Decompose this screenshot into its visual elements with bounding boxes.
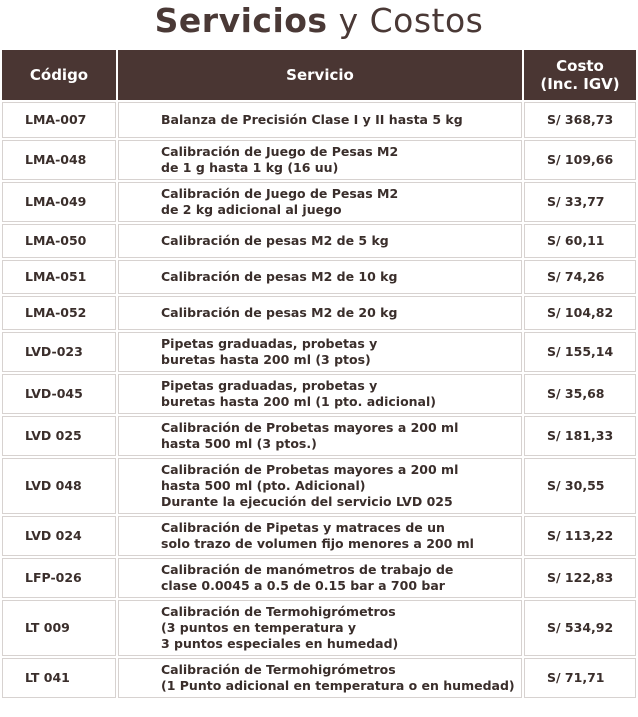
row-code: LT 041 [2, 658, 116, 698]
row-service: Balanza de Precisión Clase I y II hasta 5 kg [118, 102, 522, 138]
header-service: Servicio [118, 50, 522, 100]
table-row [2, 182, 636, 222]
row-code: LMA-051 [2, 260, 116, 294]
row-service: Calibración de Juego de Pesas M2 de 2 kg adicional al juego [118, 182, 522, 222]
row-service: Calibración de Termohigrómetros (1 Punto adicional en temperatura o en humedad) [118, 658, 522, 698]
row-service: Calibración de manómetros de trabajo de clase 0.0045 a 0.5 de 0.15 bar a 700 bar [118, 558, 522, 598]
row-cost: S/ 534,92 [524, 600, 636, 656]
row-service: Calibración de Juego de Pesas M2 de 1 g hasta 1 kg (16 uu) [118, 140, 522, 180]
title-bold: Servicios [154, 1, 328, 40]
table-row [2, 516, 636, 556]
page-title [0, 0, 638, 50]
row-service: Pipetas graduadas, probetas y buretas hasta 200 ml (3 ptos) [118, 332, 522, 372]
row-cost: S/ 122,83 [524, 558, 636, 598]
table-row [2, 658, 636, 698]
table-row [2, 260, 636, 294]
row-cost: S/ 368,73 [524, 102, 636, 138]
row-cost: S/ 60,11 [524, 224, 636, 258]
row-cost: S/ 104,82 [524, 296, 636, 330]
table-row [2, 600, 636, 656]
row-service: Calibración de Termohigrómetros (3 puntos en temperatura y 3 puntos especiales en humedad) [118, 600, 522, 656]
title-light: y Costos [338, 1, 484, 40]
row-cost: S/ 33,77 [524, 182, 636, 222]
row-cost: S/ 155,14 [524, 332, 636, 372]
table-row [2, 296, 636, 330]
row-cost: S/ 181,33 [524, 416, 636, 456]
row-service: Calibración de pesas M2 de 10 kg [118, 260, 522, 294]
row-code: LVD 048 [2, 458, 116, 514]
table-row [2, 332, 636, 372]
row-cost: S/ 74,26 [524, 260, 636, 294]
row-cost: S/ 109,66 [524, 140, 636, 180]
table-header-row [2, 50, 636, 100]
row-cost: S/ 30,55 [524, 458, 636, 514]
row-service: Calibración de Probetas mayores a 200 ml hasta 500 ml (3 ptos.) [118, 416, 522, 456]
row-code: LT 009 [2, 600, 116, 656]
row-code: LVD 024 [2, 516, 116, 556]
row-code: LVD 025 [2, 416, 116, 456]
table-row [2, 416, 636, 456]
row-service: Calibración de Probetas mayores a 200 ml hasta 500 ml (pto. Adicional) Durante la ejecución del servicio LVD 025 [118, 458, 522, 514]
row-code: LMA-048 [2, 140, 116, 180]
table-row [2, 102, 636, 138]
row-cost: S/ 71,71 [524, 658, 636, 698]
row-code: LMA-052 [2, 296, 116, 330]
row-service: Calibración de pesas M2 de 5 kg [118, 224, 522, 258]
row-code: LMA-050 [2, 224, 116, 258]
row-service: Pipetas graduadas, probetas y buretas hasta 200 ml (1 pto. adicional) [118, 374, 522, 414]
table-row [2, 458, 636, 514]
row-code: LVD-023 [2, 332, 116, 372]
row-code: LVD-045 [2, 374, 116, 414]
row-code: LMA-049 [2, 182, 116, 222]
row-code: LMA-007 [2, 102, 116, 138]
header-code: Código [2, 50, 116, 100]
table-row [2, 140, 636, 180]
row-cost: S/ 35,68 [524, 374, 636, 414]
row-service: Calibración de pesas M2 de 20 kg [118, 296, 522, 330]
row-service: Calibración de Pipetas y matraces de un solo trazo de volumen fijo menores a 200 ml [118, 516, 522, 556]
row-code: LFP-026 [2, 558, 116, 598]
table-row [2, 558, 636, 598]
header-cost: Costo (Inc. IGV) [524, 50, 636, 100]
row-cost: S/ 113,22 [524, 516, 636, 556]
services-table [0, 48, 638, 700]
table-row [2, 224, 636, 258]
table-row [2, 374, 636, 414]
